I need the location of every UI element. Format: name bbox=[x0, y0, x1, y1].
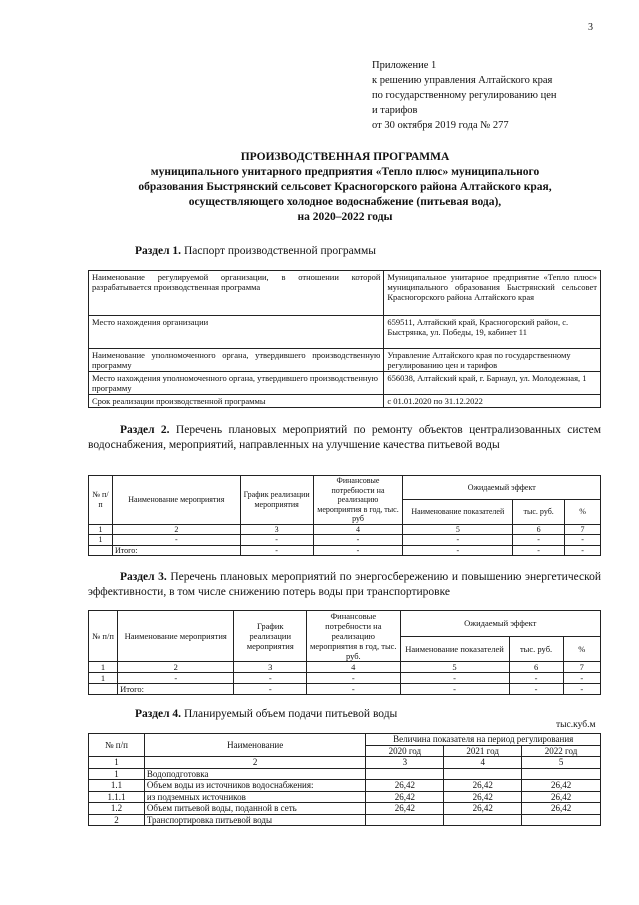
section1-heading bbox=[135, 245, 376, 257]
section2-label: Раздел 2. bbox=[120, 424, 170, 436]
title-line: образования Быстрянский сельсовет Красногорского района Алтайского края, bbox=[138, 181, 552, 193]
col-header-indicator: Наименование показателей bbox=[400, 636, 509, 662]
appendix-line: по государственному регулированию цен bbox=[372, 90, 557, 101]
appendix-block bbox=[372, 58, 622, 133]
col-number: 1 bbox=[89, 524, 113, 535]
row-number: 1.2 bbox=[89, 803, 145, 815]
value-2022: 26,42 bbox=[522, 803, 601, 815]
col-header-rub: тыс. руб. bbox=[509, 636, 563, 662]
col-header-pct: % bbox=[565, 500, 601, 524]
row-name: Объем питьевой воды, поданной в сеть bbox=[144, 803, 366, 815]
value-2021 bbox=[444, 814, 522, 826]
col-number: 4 bbox=[307, 662, 400, 673]
row-name: Водоподготовка bbox=[144, 768, 366, 780]
col-number: 6 bbox=[509, 662, 563, 673]
col-header-name: Наименование bbox=[144, 734, 366, 757]
title-line: на 2020–2022 годы bbox=[297, 211, 393, 223]
col-header-period: Величина показателя на период регулирования bbox=[366, 734, 601, 746]
table-cell: - bbox=[563, 673, 600, 684]
value-2022 bbox=[522, 768, 601, 780]
appendix-line: Приложение 1 bbox=[372, 60, 437, 71]
col-number: 7 bbox=[565, 524, 601, 535]
column-number-row bbox=[89, 524, 601, 535]
table-row bbox=[89, 271, 601, 316]
passport-value: с 01.01.2020 по 31.12.2022 bbox=[384, 395, 601, 408]
page-number: 3 bbox=[588, 22, 593, 33]
section1-text: Паспорт производственной программы bbox=[183, 245, 377, 257]
passport-key: Место нахождения организации bbox=[89, 316, 384, 349]
col-header-name: Наименование мероприятия bbox=[118, 611, 234, 662]
col-number: 4 bbox=[444, 757, 522, 769]
section4-label: Раздел 4. bbox=[135, 708, 182, 720]
table-row bbox=[89, 803, 601, 815]
title-line: муниципального унитарного предприятия «Тепло плюс» муниципального bbox=[150, 166, 540, 178]
table-cell: - bbox=[563, 684, 600, 695]
col-header-pct: % bbox=[563, 636, 600, 662]
table-cell: - bbox=[307, 684, 400, 695]
col-number: 5 bbox=[403, 524, 513, 535]
table-cell: - bbox=[513, 535, 565, 546]
section4-heading bbox=[135, 708, 397, 720]
col-header-num: № п/п bbox=[89, 476, 113, 525]
unit-label: тыс.куб.м bbox=[556, 720, 596, 730]
table-cell: - bbox=[240, 545, 313, 556]
row-number: 2 bbox=[89, 814, 145, 826]
title-line: ПРОИЗВОДСТВЕННАЯ ПРОГРАММА bbox=[240, 151, 450, 163]
repair-measures-table bbox=[88, 475, 601, 556]
table-cell: - bbox=[234, 684, 307, 695]
col-header-effect: Ожидаемый эффект bbox=[403, 476, 601, 500]
value-2020 bbox=[366, 768, 444, 780]
value-2021: 26,42 bbox=[444, 803, 522, 815]
table-cell: - bbox=[240, 535, 313, 546]
table-cell: - bbox=[234, 673, 307, 684]
title-line: осуществляющего холодное водоснабжение (питьевая вода), bbox=[188, 196, 502, 208]
total-label: Итого: bbox=[112, 545, 240, 556]
table-cell: - bbox=[400, 673, 509, 684]
passport-value: Управление Алтайского края по государственному регулированию цен и тарифов bbox=[384, 349, 601, 372]
value-2020: 26,42 bbox=[366, 791, 444, 803]
col-number: 5 bbox=[522, 757, 601, 769]
value-2022 bbox=[522, 814, 601, 826]
table-cell: - bbox=[565, 535, 601, 546]
col-number: 6 bbox=[513, 524, 565, 535]
table-header-row bbox=[89, 476, 601, 500]
total-label: Итого: bbox=[118, 684, 234, 695]
col-header-finance: Финансовые потребности на реализацию мероприятия в год, тыс. руб bbox=[313, 476, 403, 525]
table-cell: - bbox=[513, 545, 565, 556]
value-2020: 26,42 bbox=[366, 780, 444, 792]
col-number: 2 bbox=[118, 662, 234, 673]
document-title bbox=[90, 150, 600, 225]
water-volume-table bbox=[88, 733, 601, 826]
table-cell: - bbox=[509, 684, 563, 695]
row-name: Объем воды из источников водоснабжения: bbox=[144, 780, 366, 792]
col-number: 1 bbox=[89, 757, 145, 769]
col-header-indicator: Наименование показателей bbox=[403, 500, 513, 524]
col-header-year: 2021 год bbox=[444, 745, 522, 757]
passport-key: Наименование регулируемой организации, в отношении которой разрабатывается производственная программа bbox=[89, 271, 384, 316]
value-2021: 26,42 bbox=[444, 780, 522, 792]
passport-key: Наименование уполномоченного органа, утвердившего производственную программу bbox=[89, 349, 384, 372]
col-number: 7 bbox=[563, 662, 600, 673]
col-header-schedule: График реализации мероприятия bbox=[240, 476, 313, 525]
section4-text: Планируемый объем подачи питьевой воды bbox=[183, 708, 398, 720]
section2-text: Перечень плановых мероприятий по ремонту объектов централизованных систем водоснабжения, мероприятий, направленных на улучшение качества питьевой воды bbox=[88, 424, 602, 451]
table-row bbox=[89, 780, 601, 792]
col-number: 2 bbox=[112, 524, 240, 535]
value-2022: 26,42 bbox=[522, 780, 601, 792]
row-number: 1.1.1 bbox=[89, 791, 145, 803]
table-cell: - bbox=[565, 545, 601, 556]
section3-heading bbox=[88, 570, 601, 600]
col-header-rub: тыс. руб. bbox=[513, 500, 565, 524]
section3-text: Перечень плановых мероприятий по энергосбережению и повышению энергетической эффективности, в том числе снижению потерь воды при транспортировке bbox=[88, 571, 602, 598]
row-number: 1.1 bbox=[89, 780, 145, 792]
appendix-line: и тарифов bbox=[372, 105, 418, 116]
passport-key: Место нахождения уполномоченного органа, утвердившего производственную программу bbox=[89, 372, 384, 395]
table-total-row bbox=[89, 545, 601, 556]
passport-value: 659511, Алтайский край, Красногорский район, с. Быстрянка, ул. Победы, 19, кабинет 11 bbox=[384, 316, 601, 349]
value-2021: 26,42 bbox=[444, 791, 522, 803]
passport-key: Срок реализации производственной программы bbox=[89, 395, 384, 408]
col-header-num: № п/п bbox=[89, 734, 145, 757]
col-number: 3 bbox=[234, 662, 307, 673]
section3-label: Раздел 3. bbox=[120, 571, 167, 583]
appendix-line: к решению управления Алтайского края bbox=[372, 75, 553, 86]
table-cell: - bbox=[509, 673, 563, 684]
col-number: 3 bbox=[240, 524, 313, 535]
col-number: 5 bbox=[400, 662, 509, 673]
table-row bbox=[89, 814, 601, 826]
energy-measures-table bbox=[88, 610, 601, 695]
table-cell: - bbox=[403, 535, 513, 546]
column-number-row bbox=[89, 662, 601, 673]
row-name: из подземных источников bbox=[144, 791, 366, 803]
table-row bbox=[89, 395, 601, 408]
col-header-finance: Финансовые потребности на реализацию мероприятия в год, тыс. руб. bbox=[307, 611, 400, 662]
section1-label: Раздел 1. bbox=[135, 245, 182, 257]
col-number: 4 bbox=[313, 524, 403, 535]
table-row bbox=[89, 768, 601, 780]
col-number: 3 bbox=[366, 757, 444, 769]
value-2020: 26,42 bbox=[366, 803, 444, 815]
column-number-row bbox=[89, 757, 601, 769]
table-row bbox=[89, 372, 601, 395]
table-total-row bbox=[89, 684, 601, 695]
col-header-schedule: График реализации мероприятия bbox=[234, 611, 307, 662]
col-header-effect: Ожидаемый эффект bbox=[400, 611, 600, 637]
col-header-year: 2020 год bbox=[366, 745, 444, 757]
table-cell: - bbox=[112, 535, 240, 546]
table-cell: - bbox=[403, 545, 513, 556]
col-number: 2 bbox=[144, 757, 366, 769]
row-number: 1 bbox=[89, 768, 145, 780]
table-row bbox=[89, 673, 601, 684]
table-row bbox=[89, 349, 601, 372]
passport-value: 656038, Алтайский край, г. Барнаул, ул. Молодежная, 1 bbox=[384, 372, 601, 395]
table-cell: 1 bbox=[89, 535, 113, 546]
table-cell: - bbox=[313, 545, 403, 556]
appendix-line: от 30 октября 2019 года № 277 bbox=[372, 120, 509, 131]
table-row bbox=[89, 791, 601, 803]
table-cell: - bbox=[313, 535, 403, 546]
col-number: 1 bbox=[89, 662, 118, 673]
table-row bbox=[89, 316, 601, 349]
table-header-row bbox=[89, 611, 601, 637]
row-name: Транспортировка питьевой воды bbox=[144, 814, 366, 826]
table-header-row bbox=[89, 734, 601, 746]
passport-value: Муниципальное унитарное предприятие «Тепло плюс» муниципального образования Быстрянский сельсовет Красногорского района Алтайского края bbox=[384, 271, 601, 316]
col-header-name: Наименование мероприятия bbox=[112, 476, 240, 525]
table-cell bbox=[89, 684, 118, 695]
value-2022: 26,42 bbox=[522, 791, 601, 803]
table-cell bbox=[89, 545, 113, 556]
table-cell: - bbox=[400, 684, 509, 695]
col-header-num: № п/п bbox=[89, 611, 118, 662]
table-row bbox=[89, 535, 601, 546]
value-2020 bbox=[366, 814, 444, 826]
value-2021 bbox=[444, 768, 522, 780]
section2-heading bbox=[88, 423, 601, 453]
table-cell: 1 bbox=[89, 673, 118, 684]
table-cell: - bbox=[307, 673, 400, 684]
passport-table bbox=[88, 270, 601, 408]
table-cell: - bbox=[118, 673, 234, 684]
col-header-year: 2022 год bbox=[522, 745, 601, 757]
